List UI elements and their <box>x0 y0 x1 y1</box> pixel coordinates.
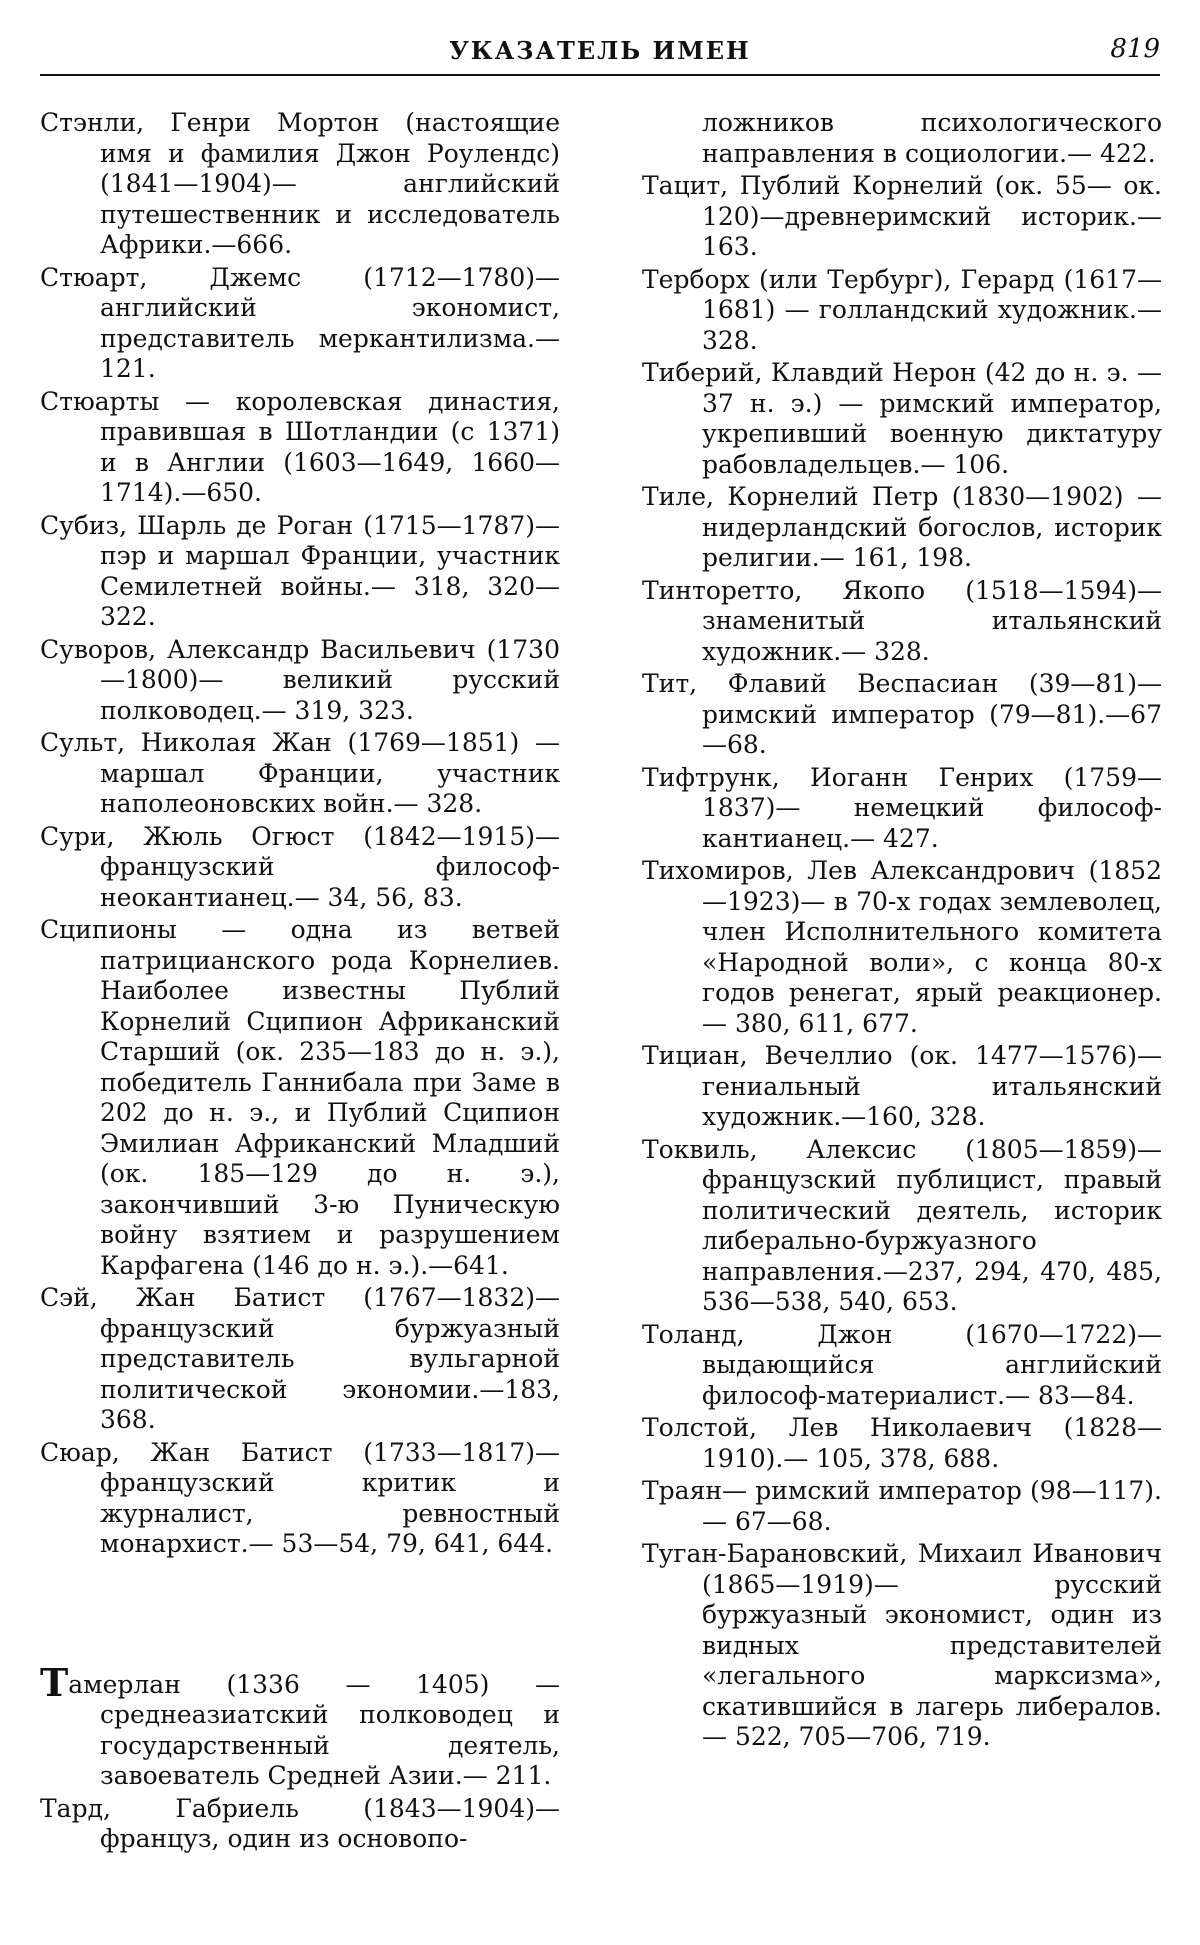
index-entry: Тинторетто, Якопо (1518—1594)— знаменитый итальянский художник.— 328. <box>642 575 1162 666</box>
index-entry <box>40 1659 560 1792</box>
index-entry: Тацит, Публий Корнелий (ок. 55— ок. 120)—древнеримский историк.— 163. <box>642 171 1162 261</box>
index-entry: Тит, Флавий Веспасиан (39—81)— римский император (79—81).—67—68. <box>642 669 1162 759</box>
index-entry-continuation: ложников психологического направления в социологии.— 422. <box>702 108 1162 168</box>
index-entry: Траян— римский император (98—117).— 67—68. <box>642 1476 1162 1536</box>
index-entry: Стюарты — королевская династия, правившая в Шотландии (с 1371) и в Англии (1603—1649, 1660—1714).—650. <box>40 386 560 507</box>
index-entry: Токвиль, Алексис (1805—1859)— французский публицист, правый политический деятель, историк либерально-буржуазного направления.—237, 294, 470, 485, 536—538, 540, 653. <box>642 1134 1162 1316</box>
header-rule <box>40 74 1160 76</box>
index-entry: Суворов, Александр Васильевич (1730—1800)— великий русский полководец.— 319, 323. <box>40 634 560 725</box>
letter-section-gap <box>40 1560 560 1668</box>
page-header <box>40 30 1160 70</box>
index-entry: Тициан, Вечеллио (ок. 1477—1576)— гениальный итальянский художник.—160, 328. <box>642 1041 1162 1131</box>
index-entry: Тихомиров, Лев Александрович (1852—1923)— в 70-х годах землеволец, член Исполнительного комитета «Народной воли», с конца 80-х годов ренегат, ярый реакционер.— 380, 611, 677. <box>642 856 1162 1038</box>
index-entry: Терборх (или Тербург), Герард (1617—1681) — голландский художник.— 328. <box>642 264 1162 355</box>
index-entry-text: амерлан (1336 — 1405) — среднеазиатский полководец и государственный деятель, завоеватель Средней Азии.— 211. <box>68 1669 560 1790</box>
index-entry: Толанд, Джон (1670—1722)— выдающийся английский философ-материалист.— 83—84. <box>642 1319 1162 1410</box>
index-entry: Туган-Барановский, Михаил Иванович (1865—1919)— русский буржуазный экономист, один из видных представителей «легального марксизма», скатившийся в лагерь либералов.— 522, 705—706, 719. <box>642 1539 1162 1751</box>
index-entry: Сури, Жюль Огюст (1842—1915)— французский философ-неокантианец.— 34, 56, 83. <box>40 821 560 912</box>
index-entry: Тард, Габриель (1843—1904)— француз, один из основопо- <box>40 1793 560 1853</box>
index-entry: Субиз, Шарль де Роган (1715—1787)— пэр и маршал Франции, участник Семилетней войны.— 318, 320—322. <box>40 510 560 631</box>
page-number: 819 <box>1110 34 1160 64</box>
index-entry: Стюарт, Джемс (1712—1780)—английский экономист, представитель меркантилизма.— 121. <box>40 262 560 383</box>
index-entry: Сюар, Жан Батист (1733—1817)— французский критик и журналист, ревностный монархист.— 53—54, 79, 641, 644. <box>40 1437 560 1558</box>
left-column <box>40 108 560 1855</box>
right-column <box>642 108 1162 1753</box>
index-entry: Тифтрунк, Иоганн Генрих (1759—1837)— немецкий философ-кантианец.— 427. <box>642 762 1162 853</box>
running-title: УКАЗАТЕЛЬ ИМЕН <box>449 36 751 65</box>
index-entry: Толстой, Лев Николаевич (1828—1910).— 105, 378, 688. <box>642 1413 1162 1473</box>
index-entry: Сципионы — одна из ветвей патрицианского рода Корнелиев. Наиболее известны Публий Корнелий Сципион Африканский Старший (ок. 235—183 до н. э.), победитель Ганнибала при Заме в 202 до н. э., и Публий Сципион Эмилиан Африканский Младший (ок. 185—129 до н. э.), закончивший 3-ю Пуническую войну взятием и разрушением Карфагена (146 до н. э.).—641. <box>40 915 560 1280</box>
index-entry: Стэнли, Генри Мортон (настоящие имя и фамилия Джон Роулендс) (1841—1904)— английский путешественник и исследователь Африки.—666. <box>40 108 560 259</box>
index-entry: Тиберий, Клавдий Нерон (42 до н. э. — 37 н. э.) — римский император, укрепивший военную диктатуру рабовладельцев.— 106. <box>642 358 1162 479</box>
section-initial-letter: Т <box>40 1659 69 1705</box>
index-entry: Сульт, Николая Жан (1769—1851) — маршал Франции, участник наполеоновских войн.— 328. <box>40 728 560 818</box>
index-entry: Тиле, Корнелий Петр (1830—1902) — нидерландский богослов, историк религии.— 161, 198. <box>642 482 1162 572</box>
index-entry: Сэй, Жан Батист (1767—1832)— французский буржуазный представитель вульгарной политической экономии.—183, 368. <box>40 1283 560 1434</box>
